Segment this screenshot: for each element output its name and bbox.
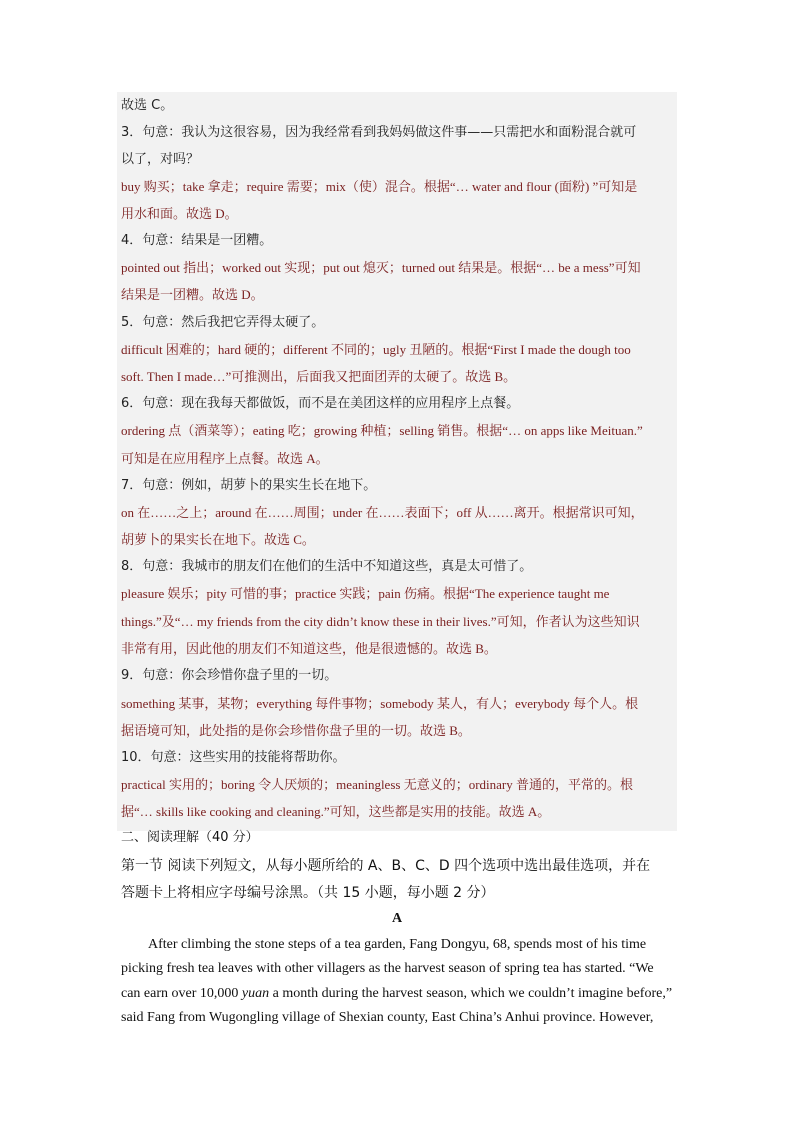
explanation-line: 结果是一团糟。故选 D。: [121, 287, 264, 302]
passage-heading: A: [391, 911, 403, 926]
explanation-line: things.”及“… my friends from the city didn’t know these in their lives.”可知，作者认为这些知识: [121, 614, 640, 629]
explanation-line: on 在……之上；around 在……周围；under 在……表面下；off 从……离开。根据常识可知，: [121, 505, 644, 520]
explanation-line: 可知是在应用程序上点餐。故选 A。: [121, 451, 329, 466]
explanation-line: 8．句意：我城市的朋友们在他们的生活中不知道这些，真是太可惜了。: [121, 559, 533, 574]
passage-line-4: said Fang from Wugongling village of Shexian county, East China’s Anhui province. However,: [121, 1010, 654, 1025]
explanation-line: 胡萝卜的果实长在地下。故选 C。: [121, 532, 315, 547]
explanation-line: 以了，对吗？: [121, 152, 200, 167]
section-instruction-1: 第一节 阅读下列短文，从每小题所给的 A、B、C、D 四个选项中选出最佳选项，并在: [121, 858, 651, 874]
passage-line-1: After climbing the stone steps of a tea garden, Fang Dongyu, 68, spends most of his time: [148, 937, 647, 952]
section-instruction-2: 答题卡上将相应字母编号涂黑。（共 15 小题，每小题 2 分）: [121, 885, 495, 901]
explanation-line: 据语境可知，此处指的是你会珍惜你盘子里的一切。故选 B。: [121, 723, 471, 738]
explanation-line: 3．句意：我认为这很容易，因为我经常看到我妈妈做这件事——只需把水和面粉混合就可: [121, 125, 637, 140]
passage-line-2: picking fresh tea leaves with other villagers as the harvest season of spring tea has started. “We: [121, 961, 654, 976]
explanation-line: soft. Then I made…”可推测出，后面我又把面团弄的太硬了。故选 B。: [121, 369, 517, 384]
passage-yuan: yuan: [241, 986, 270, 1001]
passage-line-3-c: a month during the harvest season, which we couldn’t imagine before,”: [269, 986, 673, 1001]
explanation-line: 故选 C。: [121, 98, 174, 113]
explanation-line: difficult 困难的；hard 硬的；different 不同的；ugly 丑陋的。根据“First I made the dough too: [121, 342, 631, 357]
explanation-line: 9．句意：你会珍惜你盘子里的一切。: [121, 668, 338, 683]
explanation-line: 非常有用，因此他的朋友们不知道这些，他是很遗憾的。故选 B。: [121, 641, 497, 656]
explanation-line: 4．句意：结果是一团糟。: [121, 233, 273, 248]
explanation-line: 据“… skills like cooking and cleaning.”可知，这些都是实用的技能。故选 A。: [121, 804, 551, 819]
passage-line-3-a: can earn over 10,000: [121, 986, 242, 1001]
explanation-line: buy 购买；take 拿走；require 需要；mix（使）混合。根据“… water and flour (面粉) ”可知是: [121, 179, 638, 194]
explanation-line: something 某事，某物；everything 每件事物；somebody 某人，有人；everybody 每个人。根: [121, 696, 639, 711]
explanation-line: 10．句意：这些实用的技能将帮助你。: [121, 750, 346, 765]
explanation-line: 6．句意：现在我每天都做饭，而不是在美团这样的应用程序上点餐。: [121, 396, 520, 411]
explanation-line: 用水和面。故选 D。: [121, 206, 238, 221]
passage-line-3: [121, 984, 673, 1004]
explanation-line: 5．句意：然后我把它弄得太硬了。: [121, 315, 325, 330]
explanation-line: pointed out 指出；worked out 实现；put out 熄灭；turned out 结果是。根据“… be a mess”可知: [121, 260, 641, 275]
explanation-line: 7．句意：例如，胡萝卜的果实生长在地下。: [121, 478, 377, 493]
section-title: 二、阅读理解（40 分）: [121, 830, 259, 845]
explanation-line: practical 实用的；boring 令人厌烦的；meaningless 无意义的；ordinary 普通的，平常的。根: [121, 777, 633, 792]
explanation-line: ordering 点（酒菜等）；eating 吃；growing 种植；selling 销售。根据“… on apps like Meituan.”: [121, 423, 643, 438]
explanation-line: pleasure 娱乐；pity 可惜的事；practice 实践；pain 伤痛。根据“The experience taught me: [121, 586, 610, 601]
